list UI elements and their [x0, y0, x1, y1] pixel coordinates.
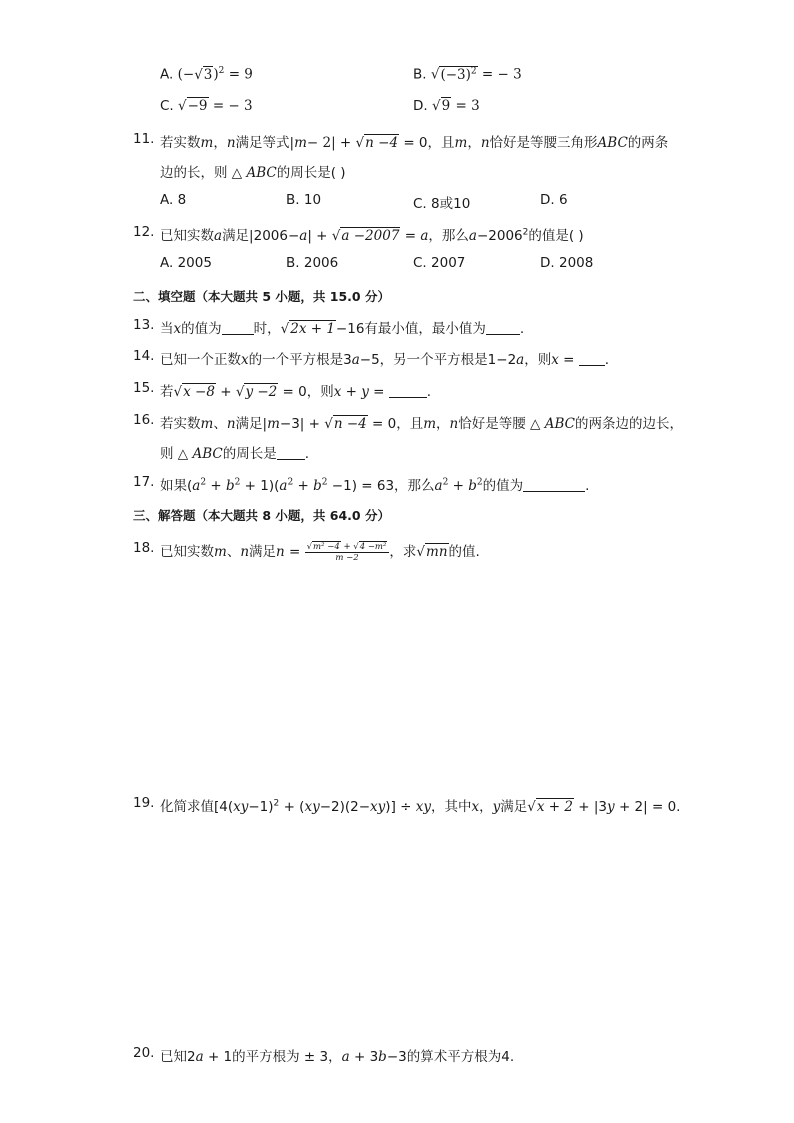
q18-fraction: $\frac{\text{√m² −4 + √4 −m²}}{m -2}$ [305, 542, 390, 563]
section-fill-in-heading: 二、填空题（本大题共 5 小题，共 15.0 分） [133, 289, 390, 304]
q16-blank[interactable] [277, 459, 305, 460]
q11-option-a[interactable]: A. 8 [160, 192, 187, 208]
q13-blank-2[interactable] [486, 334, 520, 335]
q10-option-c[interactable]: C. √−9 = − 3 [160, 98, 253, 114]
q17-blank[interactable] [523, 491, 585, 492]
section-answer-heading: 三、解答题（本大题共 8 小题，共 64.0 分） [133, 508, 390, 523]
exam-page: A. $(-√3)^2 = 9$ B. $√(-3)^2$ = − 3 C. √−9 = − 3 D. √9 = 3 11. 若实数m，n满足等式|m− 2| + √n −4 = 0，且m，n恰好是等腰三角形ABC的两条 边的长，则 △ ABC的周长是( ) A. 8 B. 10 C. 8或10 D. 6 12. 已知实数a满足|2006−a| + √a −2007 = a，那么$a-2006^2$的值是( ) A. 2005 B. 2006 C. 2007 D. 2008 二、填空题（本大题共 5 小题，共 15.0 分） 13. 当x的值为 时，√2x + 1−16有最小值，最小值为 . 14. 已知一个正数x的一个平方根是3a−5，另一个平方根是1−2a，则x = . 15. 若√x −8 + √y −2 = 0，则x + y = . 16. 若实数m、n满足|m−3| + √n −4 = 0，且m，n恰好是等腰 △ ABC的两条边的边长， 则 △ ABC的周长是 . 17. 如果$(a^2 + b^2 + 1)(a^2 + b^2 -1) = 63$，那么$a^2 + b^2$的值为 . 三、解答题（本大题共 8 小题，共 64.0 分） 18. 已知实数m、n满足n = $\frac{\text{√m² −4 + √4 −m²}}{m -2}$ ，求√mn的值. 19. 化简求值$[4(xy-1)^2 + (xy-2)(2-xy)]$ ÷ xy，其中x，y满足√x + 2 + |3y + 2| = 0. 20. 已知2a + 1的平方根为 ± 3，a + 3b−3的算术平方根为4. [133, 66, 683, 1065]
q14-blank[interactable] [579, 365, 605, 366]
q12-option-b[interactable]: B. 2006 [286, 255, 339, 271]
sqrt-neg3-sq: $√(-3)^2$ [430, 66, 477, 83]
q10-option-d[interactable]: D. √9 = 3 [413, 98, 480, 114]
sqrt-3: √3 [194, 66, 213, 83]
q12-number: 12. [133, 224, 155, 240]
q12-option-a[interactable]: A. 2005 [160, 255, 212, 271]
q11-stem: 若实数m，n满足等式|m− 2| + √n −4 = 0，且m，n恰好是等腰三角形ABC的两条 [160, 135, 669, 151]
q11-option-b[interactable]: B. 10 [286, 192, 322, 208]
q12-option-d[interactable]: D. 2008 [540, 255, 594, 271]
q13-blank-1[interactable] [222, 334, 254, 335]
q10-option-a[interactable]: A. $(-√3)^2 = 9$ [160, 66, 253, 83]
q11-option-d[interactable]: D. 6 [540, 192, 568, 208]
q10-option-b[interactable]: B. $√(-3)^2$ = − 3 [413, 66, 522, 83]
q11-number: 11. [133, 131, 155, 147]
q12-option-c[interactable]: C. 2007 [413, 255, 466, 271]
q11-option-c[interactable]: C. 8或10 [413, 196, 471, 212]
q15-blank[interactable] [389, 397, 427, 398]
